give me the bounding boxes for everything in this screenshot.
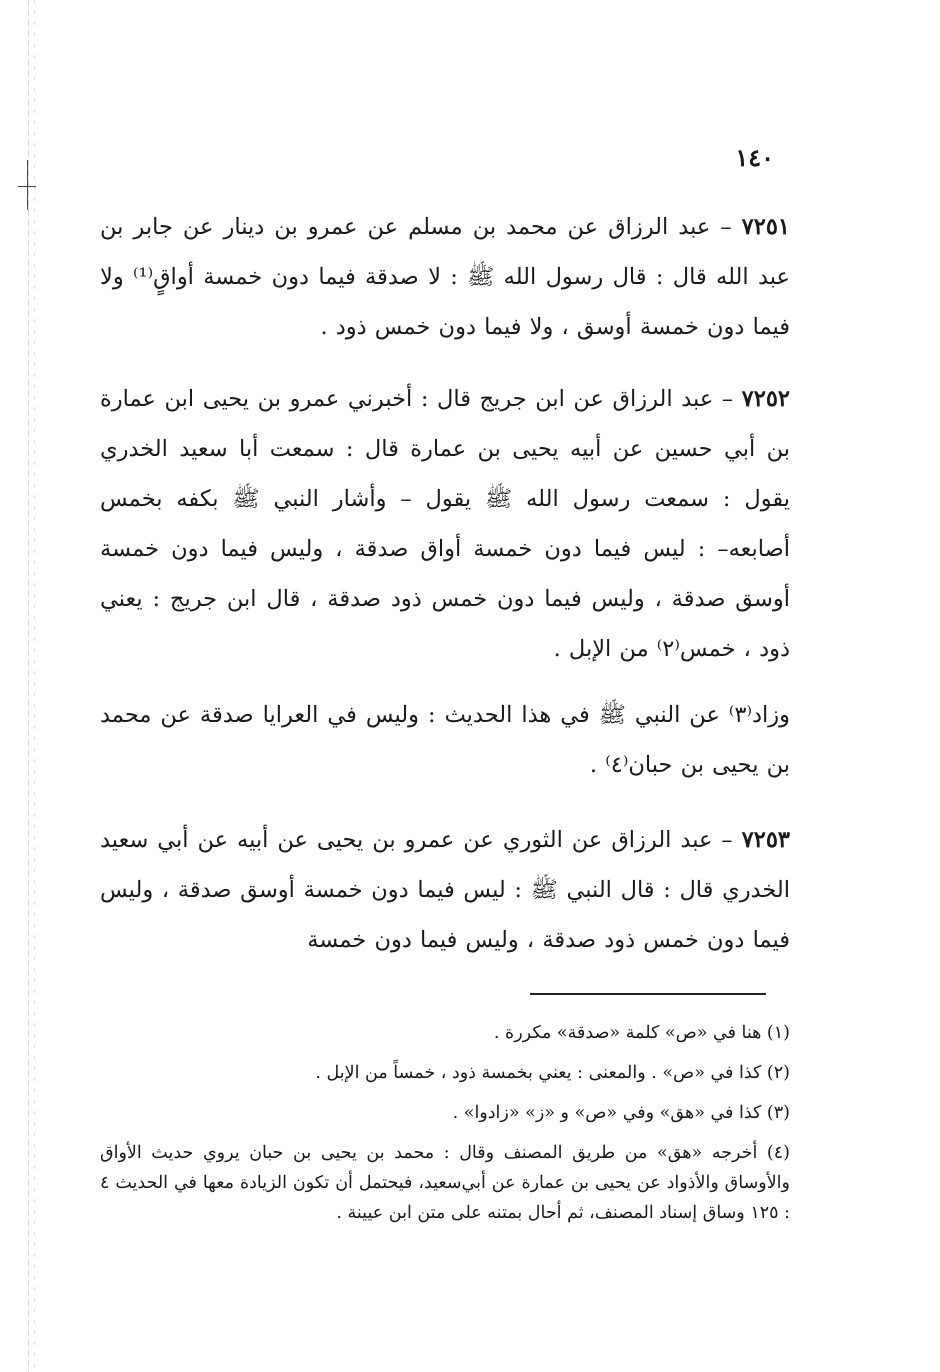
scan-edge-line xyxy=(28,0,29,1372)
hadith-7253 xyxy=(100,815,790,965)
crop-mark-vertical xyxy=(27,160,28,210)
hadith-number: ٧٢٥٣ xyxy=(741,827,790,853)
footnote-1: (١) هنا في «ص» كلمة «صدقة» مكررة . xyxy=(493,1023,790,1043)
footnote-3: (٣) كذا في «هق» وفي «ص» و «ز» «زادوا» . xyxy=(452,1103,790,1123)
footnote-4: (٤) أخرجه «هق» من طريق المصنف وقال : محمد بن يحيى بن حبان يروي حديث الأواق والأوساق والأذواد عن يحيى بن عمارة عن أبي‌سعيد، فيحتمل أن تكون الزيادة معها في الحديث ٤ : ١٢٥ وساق إسناد المصنف، ثم أحال بمتنه على متن ابن عيينة . xyxy=(100,1143,790,1223)
footnote-divider xyxy=(530,993,766,995)
hadith-7252 xyxy=(100,374,790,674)
hadith-text: – عبد الرزاق عن محمد بن مسلم عن عمرو بن دينار عن جابر بن عبد الله قال : قال رسول الله ﷺ : لا صدقة فيما دون خمسة أواقٍ⁽¹⁾ ولا فيما دون خمسة أوسق ، ولا فيما دون خمس ذود . xyxy=(100,214,790,340)
hadith-7251 xyxy=(100,202,790,352)
hadith-number: ٧٢٥١ xyxy=(741,214,790,240)
scan-edge-line-secondary xyxy=(34,0,35,1372)
hadith-text: وزاد⁽٣⁾ عن النبي ﷺ في هذا الحديث : وليس في العرايا صدقة عن محمد بن يحيى بن حبان⁽٤⁾ . xyxy=(100,702,790,778)
hadith-addition xyxy=(100,690,790,790)
page-number: ١٤٠ xyxy=(735,143,774,172)
footnotes xyxy=(100,1018,790,1238)
hadith-text: – عبد الرزاق عن ابن جريج قال : أخبرني عمرو بن يحيى ابن عمارة بن أبي حسين عن أبيه يحيى بن عمارة قال : سمعت أبا سعيد الخدري يقول : سمعت رسول الله ﷺ يقول – وأشار النبي ﷺ بكفه بخمس أصابعه– : ليس فيما دون خمسة أواق صدقة ، وليس فيما دون خمسة أوسق صدقة ، وليس فيما دون خمس ذود صدقة ، قال ابن جريج : يعني ذود ، خمس⁽٢⁾ من الإبل . xyxy=(100,386,790,662)
hadith-number: ٧٢٥٢ xyxy=(741,386,790,412)
footnote-2: (٢) كذا في «ص» . والمعنى : يعني بخمسة ذود ، خمساً من الإبل . xyxy=(315,1063,790,1083)
hadith-text: – عبد الرزاق عن الثوري عن عمرو بن يحيى عن أبيه عن أبي سعيد الخدري قال : قال النبي ﷺ : ليس فيما دون خمسة أوسق صدقة ، وليس فيما دون خمس ذود صدقة ، وليس فيما دون خمسة xyxy=(100,827,790,953)
